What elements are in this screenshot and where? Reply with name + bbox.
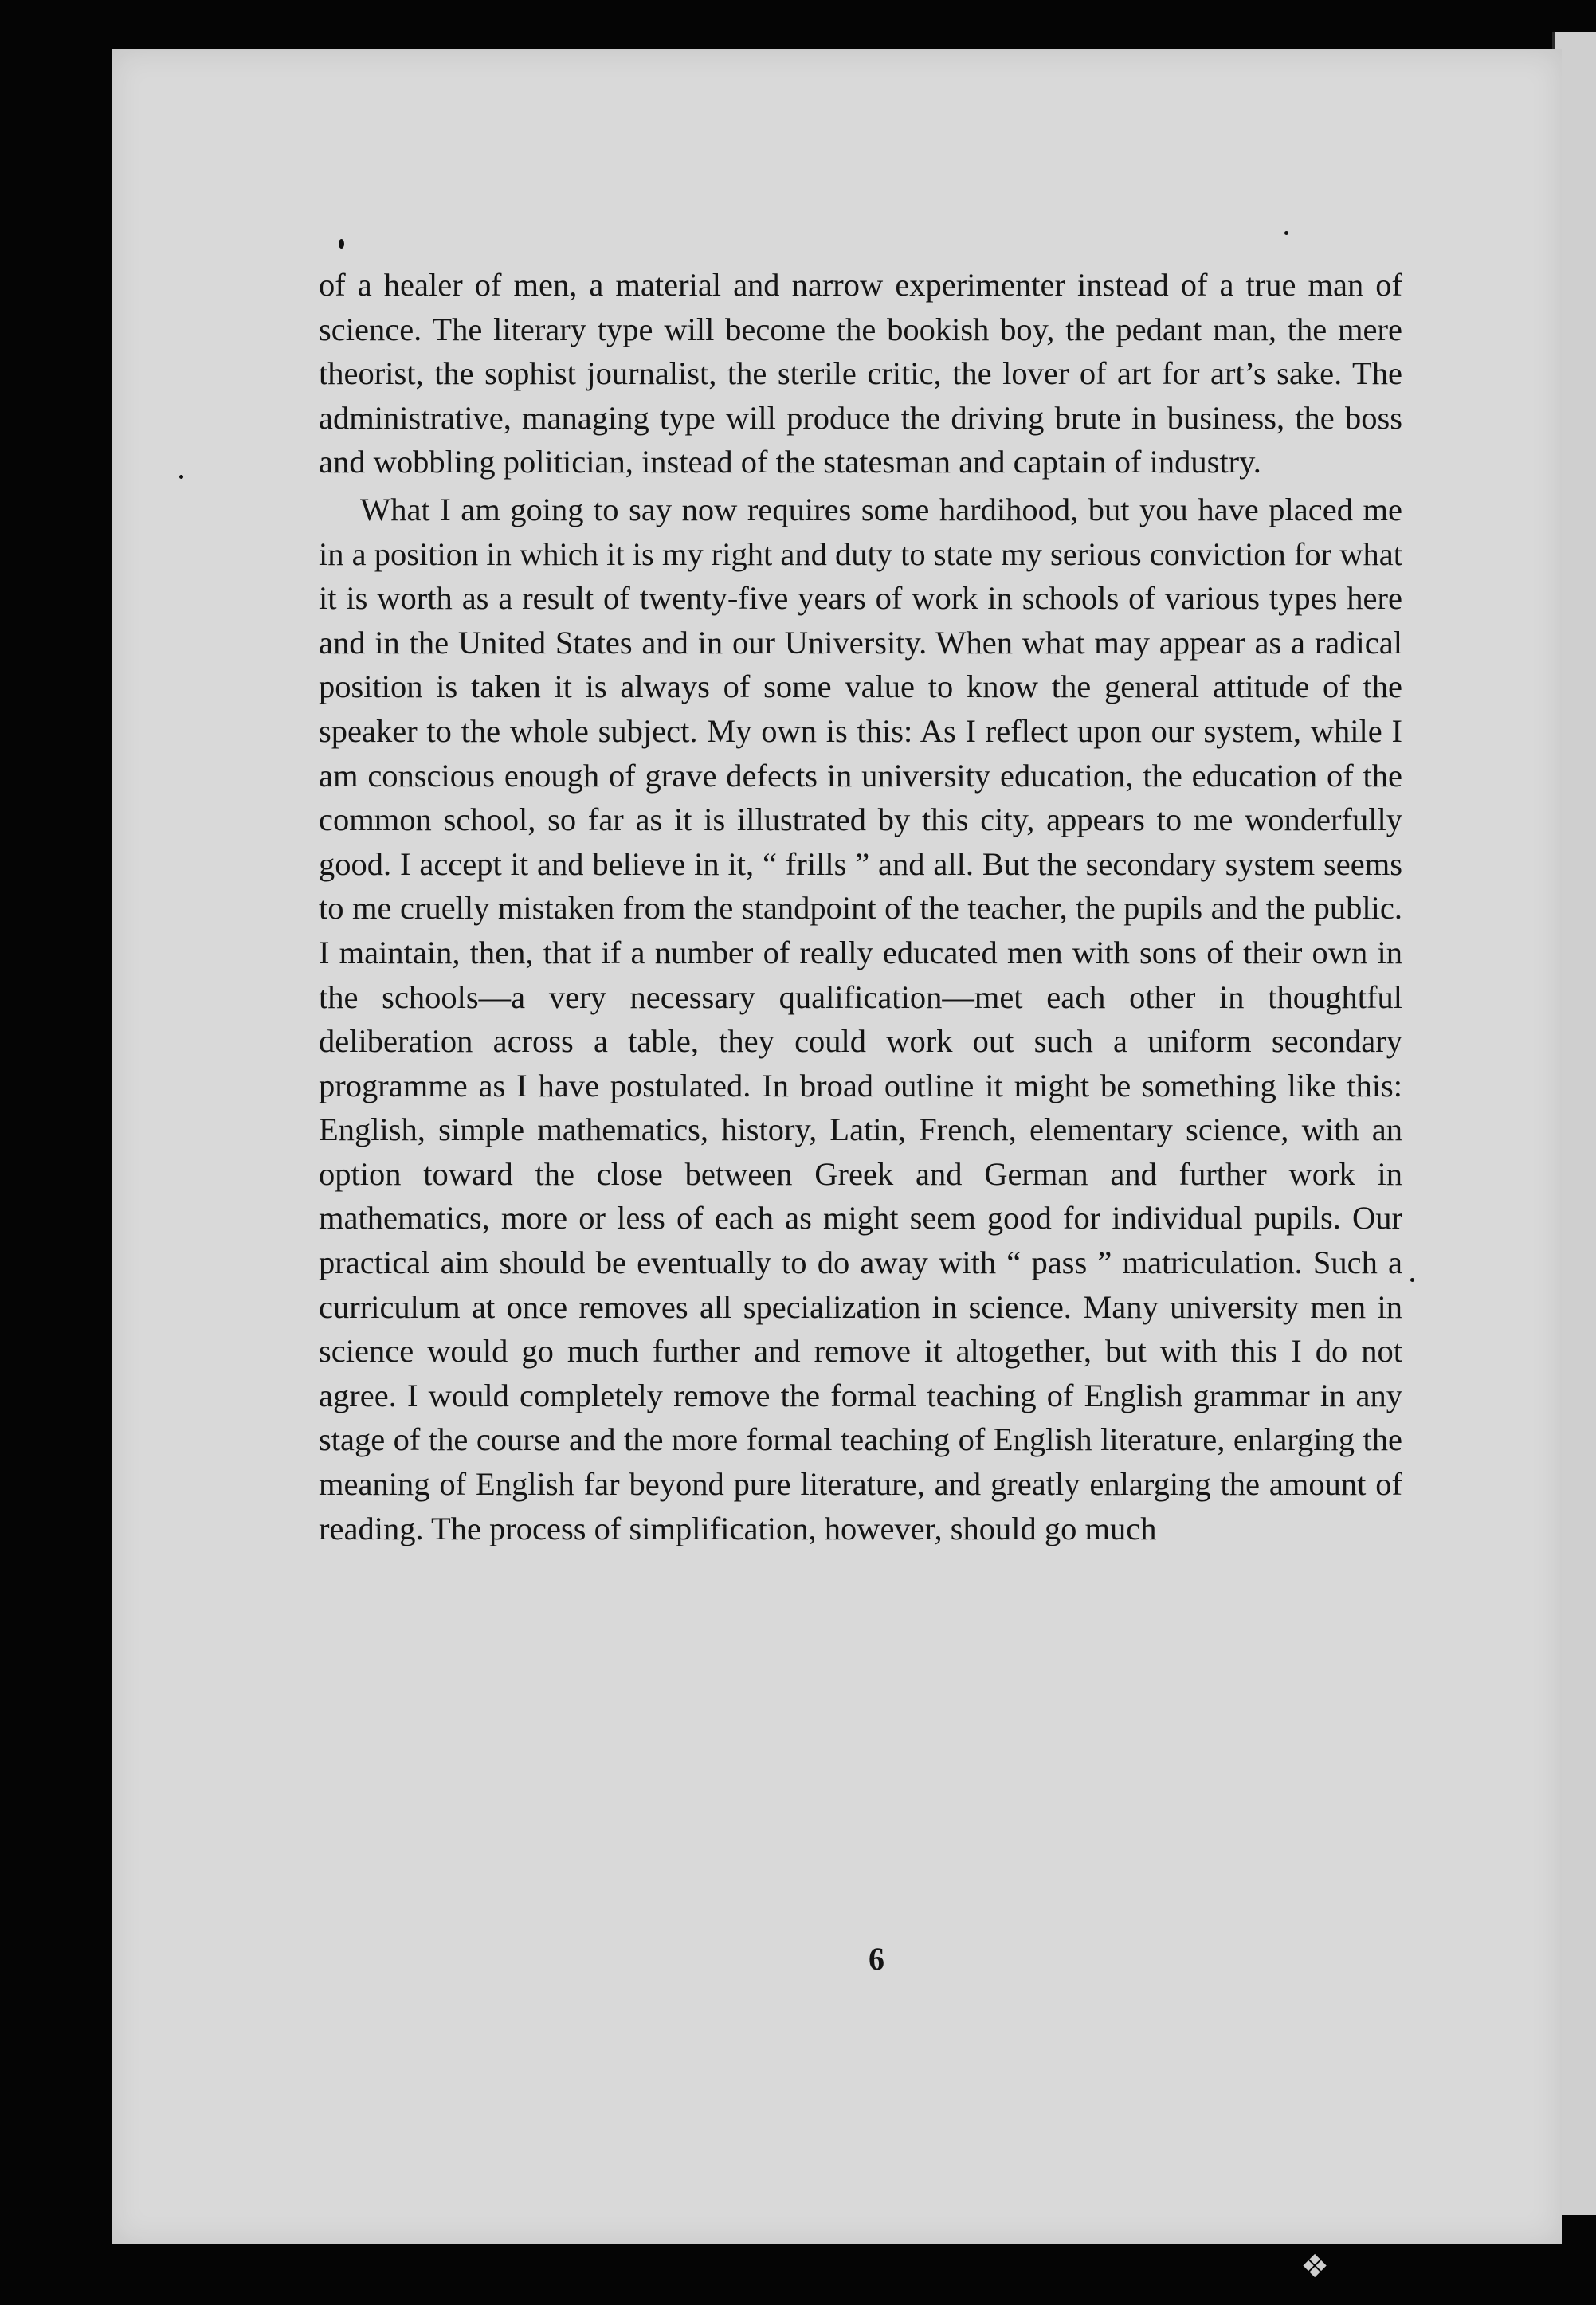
margin-speck (339, 239, 344, 249)
page-number: 6 (869, 1941, 884, 1977)
margin-speck (1284, 231, 1288, 235)
scan-artifact-icon: ❖ (1300, 2248, 1329, 2285)
body-text (319, 263, 1402, 1550)
margin-speck (1410, 1278, 1414, 1282)
paragraph: What I am going to say now requires some hardihood, but you have placed me in a position in which it is my right and duty to state my serious conviction for what it is worth as a result of twenty-five years of work in schools of various types here and in the United States and in our University. When what may appear as a radical position is taken it is always of some value to know the general attitude of the speaker to the whole subject. My own is this: As I reflect upon our system, while I am conscious enough of grave defects in university education, the education of the common school, so far as it is illustrated by this city, appears to me wonderfully good. I accept it and believe in it, “ frills ” and all. But the secondary system seems to me cruelly mistaken from the standpoint of the teacher, the pupils and the public. I maintain, then, that if a number of really educated men with sons of their own in the schools—a very necessary qualification—met each other in thoughtful deliberation across a table, they could work out such a uniform secondary programme as I have postulated. In broad outline it might be something like this: English, simple mathematics, history, Latin, French, elementary science, with an option toward the close between Greek and German and further work in mathematics, more or less of each as might seem good for individual pupils. Our practical aim should be eventually to do away with “ pass ” matriculation. Such a curriculum at once removes all specialization in science. Many university men in science would go much further and remove it altogether, but with this I do not agree. I would completely remove the formal teaching of English grammar in any stage of the course and the more formal teaching of English literature, enlarging the meaning of English far beyond pure literature, and greatly enlarging the amount of reading. The process of simplification, however, should go much (319, 491, 1402, 1546)
paragraph: of a healer of men, a material and narrow experimenter instead of a true man of science. The literary type will become the bookish boy, the pedant man, the mere theorist, the sophist journalist, the sterile critic, the lover of art for art’s sake. The administrative, managing type will produce the driving brute in business, the boss and wobbling politician, instead of the statesman and captain of industry. (319, 267, 1402, 480)
margin-speck (179, 475, 183, 479)
